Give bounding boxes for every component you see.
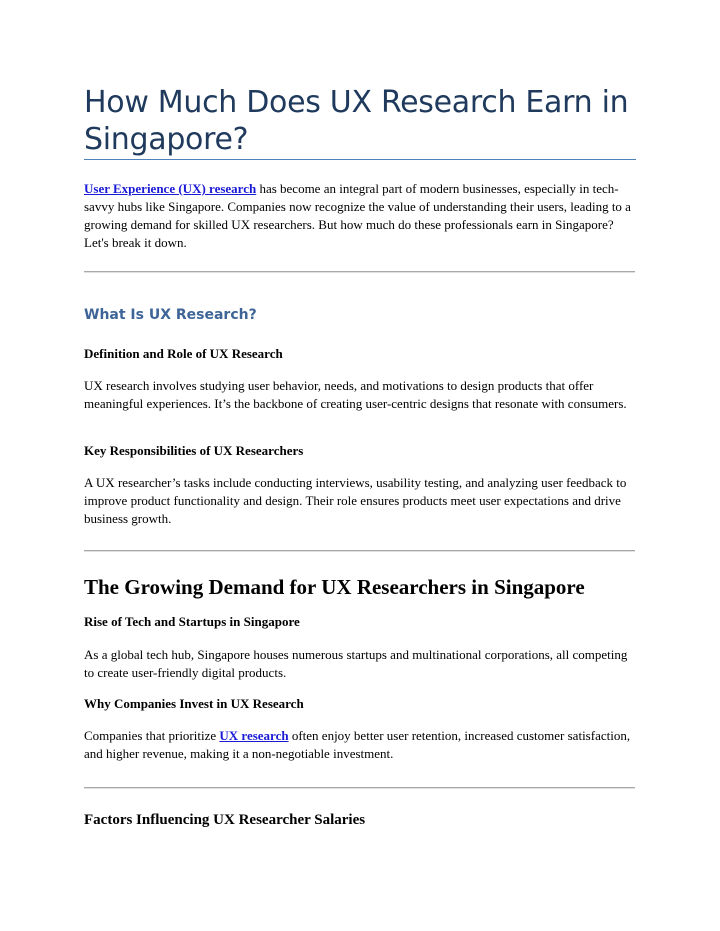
why-invest-text-after: often enjoy better user retention, increased customer satisfaction, and higher revenue, making it a non-negotiable investment. — [84, 728, 631, 761]
divider-3 — [84, 787, 635, 789]
paragraph-responsibilities: A UX researcher’s tasks include conducting interviews, usability testing, and analyzing user feedback to improve product functionality and design. Their role ensures products meet user expectations and drive business growth. — [84, 475, 627, 526]
subheading-definition: Definition and Role of UX Research — [84, 346, 283, 361]
intro-link[interactable]: User Experience (UX) research — [84, 181, 257, 196]
section-heading-what-is-ux: What Is UX Research? — [84, 307, 257, 323]
subheading-why-invest: Why Companies Invest in UX Research — [84, 696, 304, 711]
why-invest-text-before: Companies that prioritize — [84, 728, 220, 743]
paragraph-why-invest — [84, 727, 639, 763]
intro-paragraph — [84, 180, 639, 252]
page-title: How Much Does UX Research Earn in Singapore? — [84, 85, 629, 157]
divider-2 — [84, 550, 635, 552]
divider-1 — [84, 271, 635, 273]
paragraph-definition: UX research involves studying user behavior, needs, and motivations to design products that offer meaningful experiences. It’s the backbone of creating user-centric designs that resonate with consumers. — [84, 378, 627, 411]
section-heading-salary-factors: Factors Influencing UX Researcher Salaries — [84, 812, 366, 828]
ux-research-link[interactable]: UX research — [219, 728, 289, 743]
subheading-rise-of-tech: Rise of Tech and Startups in Singapore — [84, 614, 300, 629]
subheading-responsibilities: Key Responsibilities of UX Researchers — [84, 443, 304, 458]
section-heading-growing-demand: The Growing Demand for UX Researchers in Singapore — [84, 575, 585, 599]
intro-text: has become an integral part of modern businesses, especially in tech-savvy hubs like Singapore. Companies now recognize the value of understanding their users, leading to a growing demand for skilled UX researchers. But how much do these professionals earn in Singapore? Let's break it down. — [84, 181, 631, 250]
paragraph-rise-of-tech: As a global tech hub, Singapore houses numerous startups and multinational corporations, all competing to create user-friendly digital products. — [84, 647, 628, 680]
title-underline — [84, 159, 636, 160]
